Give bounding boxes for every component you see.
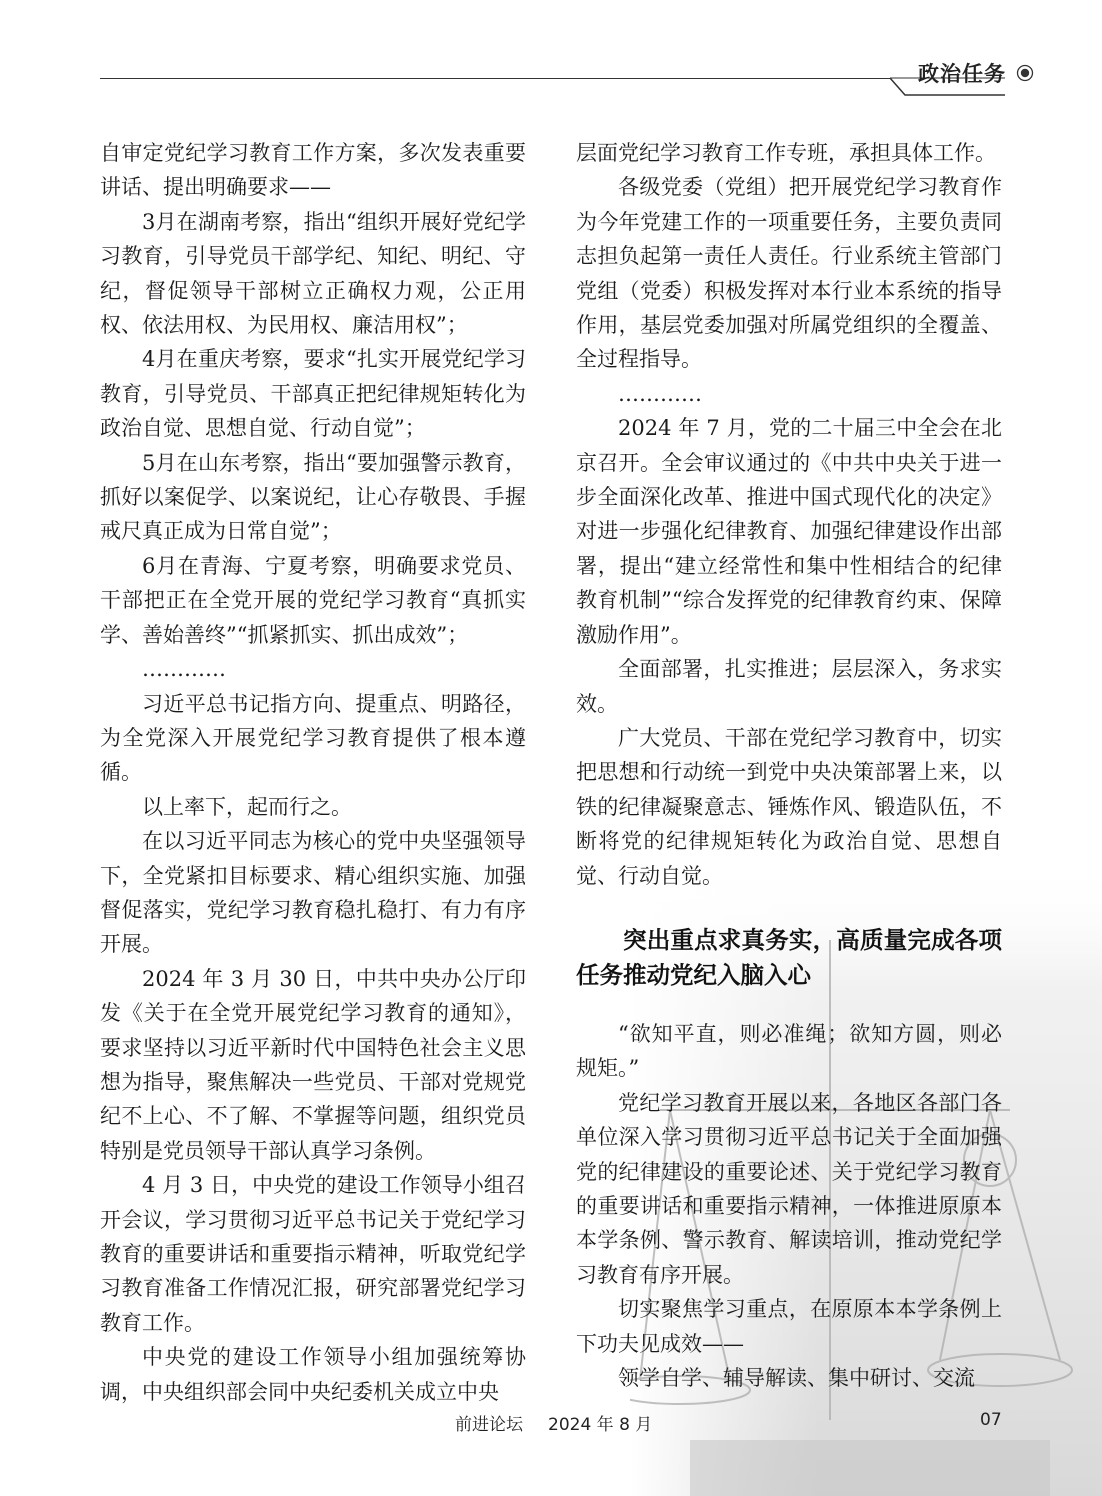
paragraph: 2024 年 7 月，党的二十届三中全会在北京召开。全会审议通过的《中共中央关于进一步全面深化改革、推进中国式现代化的决定》对进一步强化纪律教育、加强纪律建设作出部署，提出“建立经常性和集中性相结合的纪律教育机制”“综合发挥党的纪律教育约束、保障激励作用”。 bbox=[576, 416, 1002, 647]
paragraph: 自审定党纪学习教育工作方案，多次发表重要讲话、提出明确要求—— bbox=[100, 141, 526, 200]
paragraph: 切实聚焦学习重点，在原原本本学条例上下功夫见成效—— bbox=[576, 1297, 1002, 1356]
target-icon bbox=[1016, 64, 1034, 82]
paragraph: 中央党的建设工作领导小组加强统筹协调，中央组织部会同中央纪委机关成立中央 bbox=[100, 1345, 526, 1404]
paragraph: 2024 年 3 月 30 日，中共中央办公厅印发《关于在全党开展党纪学习教育的通知》，要求坚持以习近平新时代中国特色社会主义思想为指导，聚焦解决一些党员、干部对党规党纪不上心、不了解、不掌握等问题，组织党员特别是党员领导干部认真学习条例。 bbox=[100, 966, 526, 1163]
paragraph: 3月在湖南考察，指出“组织开展好党纪学习教育，引导党员干部学纪、知纪、明纪、守纪，督促领导干部树立正确权力观，公正用权、依法用权、为民用权、廉洁用权”； bbox=[100, 209, 526, 338]
paragraph: 在以习近平同志为核心的党中央坚强领导下，全党紧扣目标要求、精心组织实施、加强督促落实，党纪学习教育稳扎稳打、有力有序开展。 bbox=[100, 829, 526, 957]
paragraph: 广大党员、干部在党纪学习教育中，切实把思想和行动统一到党中央决策部署上来，以铁的纪律凝聚意志、锤炼作风、锻造队伍，不断将党的纪律规矩转化为政治自觉、思想自觉、行动自觉。 bbox=[576, 725, 1002, 888]
issue-date: 2024 年 8 月 bbox=[548, 1415, 653, 1435]
page-number: 07 bbox=[980, 1410, 1002, 1430]
paragraph: “欲知平直，则必准绳；欲知方圆，则必规矩。” bbox=[576, 1021, 1002, 1081]
paragraph: 6月在青海、宁夏考察，明确要求党员、干部把正在全党开展的党纪学习教育“真抓实学、善始善终”“抓紧抓实、抓出成效”； bbox=[100, 553, 526, 647]
paragraph: ………… bbox=[142, 657, 226, 682]
paragraph: 5月在山东考察，指出“要加强警示教育，抓好以案促学、以案说纪，让心存敬畏、手握戒尺真正成为日常自觉”； bbox=[100, 450, 526, 544]
paragraph: 习近平总书记指方向、提重点、明路径，为全党深入开展党纪学习教育提供了根本遵循。 bbox=[100, 691, 526, 785]
right-column bbox=[576, 136, 1002, 1395]
section-label: 政治任务 bbox=[918, 62, 1006, 86]
paragraph: 4月在重庆考察，要求“扎实开展党纪学习教育，引导党员、干部真正把纪律规矩转化为政治自觉、思想自觉、行动自觉”； bbox=[100, 347, 526, 441]
paragraph: ………… bbox=[618, 381, 702, 406]
paragraph: 全面部署，扎实推进；层层深入，务求实效。 bbox=[576, 657, 1002, 716]
paragraph: 领学自学、辅导解读、集中研讨、交流 bbox=[618, 1366, 975, 1390]
paragraph: 4 月 3 日，中央党的建设工作领导小组召开会议，学习贯彻习近平总书记关于党纪学习教育的重要讲话和重要指示精神，听取党纪学习教育准备工作情况汇报，研究部署党纪学习教育工作。 bbox=[100, 1173, 526, 1335]
magazine-name: 前进论坛 bbox=[455, 1415, 523, 1435]
section-heading: 突出重点求真务实，高质量完成各项任务推动党纪入脑入心 bbox=[576, 925, 1002, 989]
paragraph: 各级党委（党组）把开展党纪学习教育作为今年党建工作的一项重要任务，主要负责同志担负起第一责任人责任。行业系统主管部门党组（党委）积极发挥对本行业本系统的指导作用，基层党委加强对所属党组织的全覆盖、全过程指导。 bbox=[576, 175, 1002, 372]
paragraph: 层面党纪学习教育工作专班，承担具体工作。 bbox=[576, 141, 996, 165]
paragraph: 党纪学习教育开展以来，各地区各部门各单位深入学习贯彻习近平总书记关于全面加强党的纪律建设的重要论述、关于党纪学习教育的重要讲话和重要指示精神，一体推进原原本本学条例、警示教育、解读培训，推动党纪学习教育有序开展。 bbox=[576, 1090, 1002, 1287]
paragraph: 以上率下，起而行之。 bbox=[142, 794, 352, 819]
left-column bbox=[100, 136, 526, 1409]
